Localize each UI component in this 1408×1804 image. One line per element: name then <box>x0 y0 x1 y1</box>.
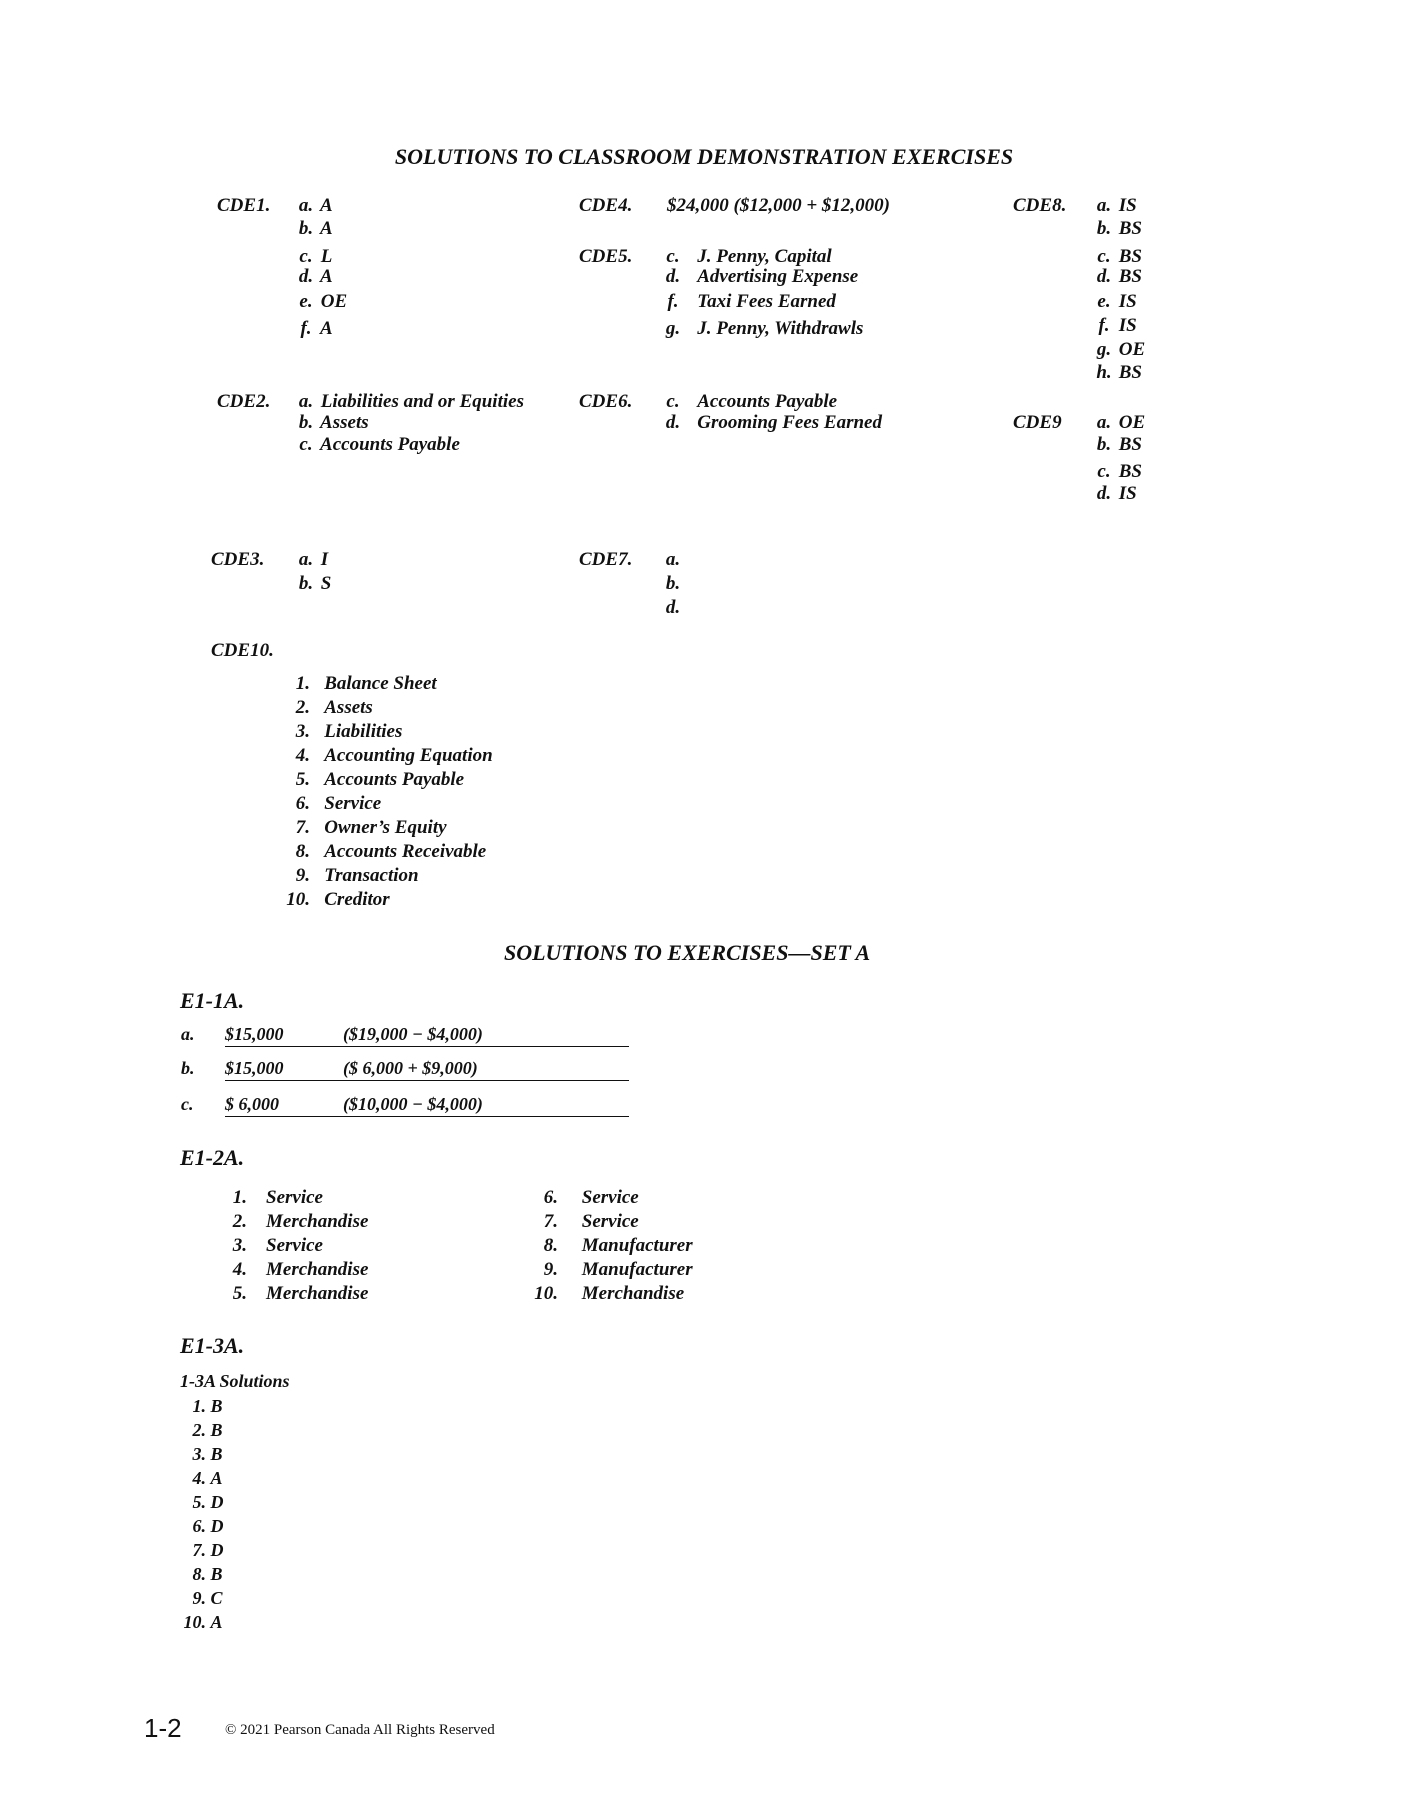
cde1-item: a. A <box>298 195 333 216</box>
cde9-item: c. BS <box>1097 461 1142 482</box>
cde7-id: CDE7. <box>579 549 633 570</box>
e1-3a-item: 6. D <box>192 1516 224 1536</box>
e1-2a-item: 6. Service <box>543 1187 639 1208</box>
e1-3a-item: 2. B <box>192 1420 223 1440</box>
cde1-id: CDE1. <box>217 195 271 216</box>
cde10-id: CDE10. <box>211 640 274 661</box>
e1-1a-row-amount: $15,000 <box>225 1058 284 1078</box>
cde5-item: d. Advertising Expense <box>665 266 859 287</box>
e1-1a-row-label: c. <box>181 1094 194 1114</box>
e1-1a-row-label: a. <box>181 1024 195 1044</box>
cde2-item: b. Assets <box>298 412 369 433</box>
cde8-item: c. BS <box>1097 246 1142 267</box>
cde1-item: c. L <box>299 246 333 267</box>
cde7-item: b. <box>665 573 681 594</box>
e1-2a-item: 5. Merchandise <box>232 1283 369 1304</box>
cde10-item: 6. Service <box>295 793 382 814</box>
cde10-item: 5. Accounts Payable <box>295 769 465 790</box>
cde1-item: f. A <box>300 318 333 339</box>
e1-1a-title: E1-1A. <box>180 988 245 1013</box>
e1-3a-subtitle: 1-3A Solutions <box>180 1371 290 1391</box>
cde8-item: g. OE <box>1096 339 1146 360</box>
cde8-item: h. BS <box>1096 362 1142 383</box>
e1-2a-item: 8. Manufacturer <box>543 1235 693 1256</box>
e1-3a-item: 8. B <box>192 1564 223 1584</box>
cde6-id: CDE6. <box>579 391 633 412</box>
e1-2a-item: 9. Manufacturer <box>543 1259 693 1280</box>
page-number: 1-2 <box>144 1713 182 1743</box>
cde1-item: b. A <box>298 218 333 239</box>
e1-3a-title: E1-3A. <box>180 1333 245 1358</box>
cde8-item: b. BS <box>1096 218 1142 239</box>
e1-3a-item: 1. B <box>192 1396 223 1416</box>
cde6-item: c. Accounts Payable <box>666 391 838 412</box>
e1-2a-item: 10. Merchandise <box>534 1283 685 1304</box>
e1-3a-item: 5. D <box>192 1492 224 1512</box>
cde8-item: f. IS <box>1098 315 1137 336</box>
e1-3a-item: 3. B <box>192 1444 223 1464</box>
cde10-item: 9. Transaction <box>295 865 419 886</box>
e1-1a-row-label: b. <box>181 1058 195 1078</box>
e1-1a-row-calc: ($10,000 − $4,000) <box>343 1094 483 1114</box>
cde5-item: g. J. Penny, Withdrawls <box>665 318 864 339</box>
e1-2a-item: 1. Service <box>232 1187 323 1208</box>
cde2-item: c. Accounts Payable <box>299 434 460 455</box>
cde6-item: d. Grooming Fees Earned <box>665 412 882 433</box>
e1-2a-item: 2. Merchandise <box>232 1211 369 1232</box>
cde10-item: 2. Assets <box>295 697 373 718</box>
cde7-item: a. <box>665 549 681 570</box>
cde4-value: $24,000 ($12,000 + $12,000) <box>667 195 890 216</box>
e1-3a-item: 4. A <box>192 1468 223 1488</box>
cde1-item: e. OE <box>299 291 348 312</box>
cde9-item: d. IS <box>1096 483 1137 504</box>
e1-1a-underline <box>225 1080 629 1081</box>
e1-3a-item: 7. D <box>192 1540 224 1560</box>
cde2-item: a. Liabilities and or Equities <box>298 391 524 412</box>
e1-1a-row-calc: ($19,000 − $4,000) <box>343 1024 483 1044</box>
cde9-item: b. BS <box>1096 434 1142 455</box>
e1-2a-item: 7. Service <box>543 1211 639 1232</box>
cde7-item: d. <box>665 597 681 618</box>
cde10-item: 8. Accounts Receivable <box>295 841 487 862</box>
cde10-item: 7. Owner’s Equity <box>295 817 447 838</box>
cde10-item: 3. Liabilities <box>295 721 403 742</box>
cde4-id: CDE4. <box>579 195 633 216</box>
cde3-item: b. S <box>298 573 332 594</box>
cde10-item: 4. Accounting Equation <box>295 745 493 766</box>
copyright-notice: © 2021 Pearson Canada All Rights Reserved <box>225 1722 495 1738</box>
cde2-id: CDE2. <box>217 391 271 412</box>
e1-2a-item: 3. Service <box>232 1235 323 1256</box>
cde8-id: CDE8. <box>1013 195 1067 216</box>
e1-3a-item: 9. C <box>192 1588 223 1608</box>
e1-1a-row-amount: $15,000 <box>225 1024 284 1044</box>
cde5-item: c. J. Penny, Capital <box>666 246 832 267</box>
e1-1a-row-calc: ($ 6,000 + $9,000) <box>343 1058 478 1078</box>
cde10-item: 10. Creditor <box>286 889 390 910</box>
cde8-item: e. IS <box>1097 291 1137 312</box>
e1-2a-title: E1-2A. <box>180 1145 245 1170</box>
cde10-item: 1. Balance Sheet <box>295 673 437 694</box>
e1-2a-item: 4. Merchandise <box>232 1259 369 1280</box>
cde3-id: CDE3. <box>211 549 265 570</box>
cde9-item: a. OE <box>1096 412 1146 433</box>
cde5-item: f. Taxi Fees Earned <box>667 291 836 312</box>
cde5-id: CDE5. <box>579 246 633 267</box>
e1-3a-item: 10. A <box>183 1612 223 1632</box>
set-a-heading: SOLUTIONS TO EXERCISES—SET A <box>504 940 871 965</box>
cde9-id: CDE9 <box>1013 412 1062 433</box>
e1-1a-row-amount: $ 6,000 <box>225 1094 279 1114</box>
cde-heading: SOLUTIONS TO CLASSROOM DEMONSTRATION EXERCISES <box>394 144 1014 169</box>
cde8-item: a. IS <box>1096 195 1137 216</box>
cde8-item: d. BS <box>1096 266 1142 287</box>
e1-1a-underline <box>225 1116 629 1117</box>
cde1-item: d. A <box>298 266 333 287</box>
e1-1a-underline <box>225 1046 629 1047</box>
cde3-item: a. I <box>298 549 329 570</box>
